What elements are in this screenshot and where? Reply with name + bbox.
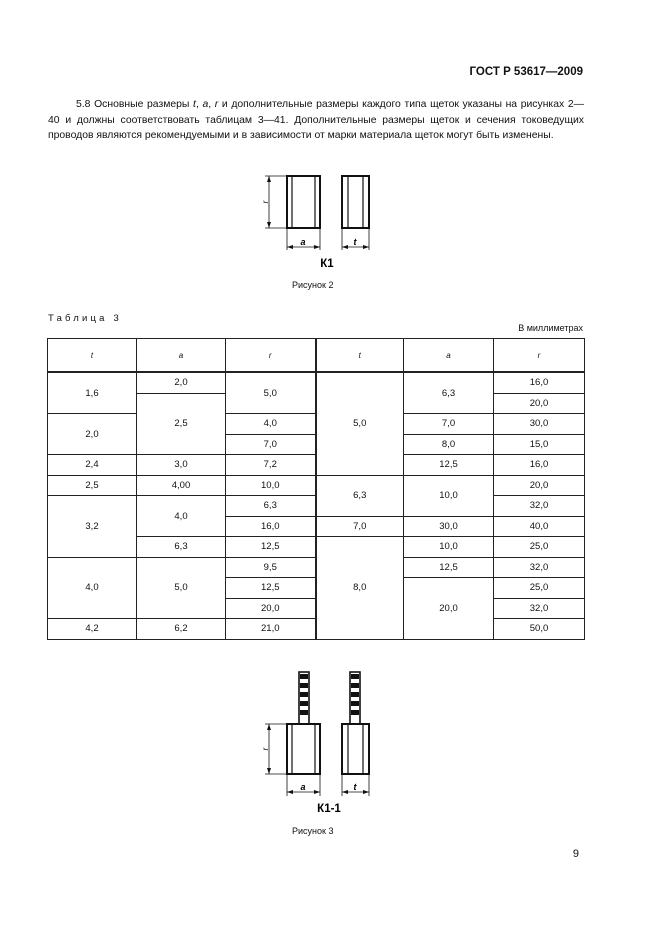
cell-a-right: 12,5 [404,557,494,578]
cell-r: 6,3 [226,496,316,517]
section-paragraph [48,97,584,144]
header-a-left: a [137,339,226,373]
cell-r-right: 32,0 [494,557,585,578]
var-a: a [202,99,209,110]
fig3-dim-a: a [300,782,306,792]
cell-r: 10,0 [226,475,316,496]
cell-t: 2,4 [48,455,137,476]
cell-a-right: 7,0 [404,414,494,435]
cell-r: 12,5 [226,537,316,558]
var-t: t [193,99,196,110]
fig2-dim-t: t [353,237,357,247]
cell-t: 4,2 [48,619,137,640]
cell-r: 7,0 [226,434,316,455]
cell-r-right: 30,0 [494,414,585,435]
cell-r-right: 32,0 [494,496,585,517]
table-name: Таблица 3 [48,313,122,324]
cell-a-right: 10,0 [404,475,494,516]
cell-r: 4,0 [226,414,316,435]
cell-r-right: 40,0 [494,516,585,537]
cell-r: 20,0 [226,598,316,619]
cell-a-right: 30,0 [404,516,494,537]
cell-a-right: 20,0 [404,578,494,640]
cell-r-right: 32,0 [494,598,585,619]
cell-a-right: 6,3 [404,372,494,414]
header-a-right: a [404,339,494,373]
cell-r: 16,0 [226,516,316,537]
para-text-3: , [208,99,215,110]
table-units: В миллиметрах [518,323,583,333]
cell-a: 3,0 [137,455,226,476]
cell-r: 12,5 [226,578,316,599]
cell-a: 2,0 [137,372,226,393]
figure-2-drawing [255,170,385,270]
cell-r-right: 25,0 [494,537,585,558]
cell-a-right: 12,5 [404,455,494,476]
cell-t-right: 8,0 [316,537,404,640]
cell-a: 5,0 [137,557,226,619]
table-row [48,372,585,393]
dimensions-table [47,338,585,640]
fig3-dim-t: t [353,782,357,792]
figure-3-caption: Рисунок 3 [292,826,334,836]
cell-r-right: 15,0 [494,434,585,455]
para-text-4: и дополнительные размеры каждого типа щеток указаны на рисунках 2—40 и должны соответствовать таблицам 3—41. Дополнительные размеры щеток и сечения токоведущих проводов являются рекомендуемыми и в зависимости от марки материала щеток могут быть изменены. [48,99,584,142]
cell-t-right: 6,3 [316,475,404,516]
cell-r: 5,0 [226,372,316,414]
cell-r-right: 25,0 [494,578,585,599]
figure-2-label: К1 [320,258,334,270]
cell-t: 2,0 [48,414,137,455]
cell-a: 6,3 [137,537,226,558]
cell-r: 7,2 [226,455,316,476]
cell-a-right: 8,0 [404,434,494,455]
cell-t-right: 5,0 [316,372,404,475]
figure-3-label: К1-1 [317,803,341,815]
para-text-2: , [195,99,203,110]
cell-t-right: 7,0 [316,516,404,537]
fig2-dim-a: a [300,237,306,247]
fig3-dim-r: r [261,747,270,751]
header-r-right: r [494,339,585,373]
figure-3-drawing [255,668,385,816]
figure-2-caption: Рисунок 2 [292,280,334,290]
cell-r-right: 16,0 [494,372,585,393]
cell-t: 4,0 [48,557,137,619]
cell-a-right: 10,0 [404,537,494,558]
header-t-left: t [48,339,137,373]
document-number: ГОСТ Р 53617—2009 [469,66,583,78]
table-row [48,475,585,496]
para-text-1: 5.8 Основные размеры [76,99,194,110]
cell-a: 4,00 [137,475,226,496]
cell-r: 9,5 [226,557,316,578]
cell-r-right: 16,0 [494,455,585,476]
cell-r-right: 20,0 [494,393,585,414]
cell-t: 1,6 [48,372,137,414]
var-r: r [214,99,219,110]
header-r-left: r [226,339,316,373]
cell-t: 3,2 [48,496,137,558]
cell-r: 21,0 [226,619,316,640]
cell-t: 2,5 [48,475,137,496]
cell-a: 4,0 [137,496,226,537]
page-number: 9 [572,848,579,860]
cell-a: 6,2 [137,619,226,640]
cell-r-right: 50,0 [494,619,585,640]
fig2-dim-r: r [261,200,270,204]
table-header-row [48,339,585,373]
header-t-right: t [316,339,404,373]
cell-a: 2,5 [137,393,226,455]
cell-r-right: 20,0 [494,475,585,496]
